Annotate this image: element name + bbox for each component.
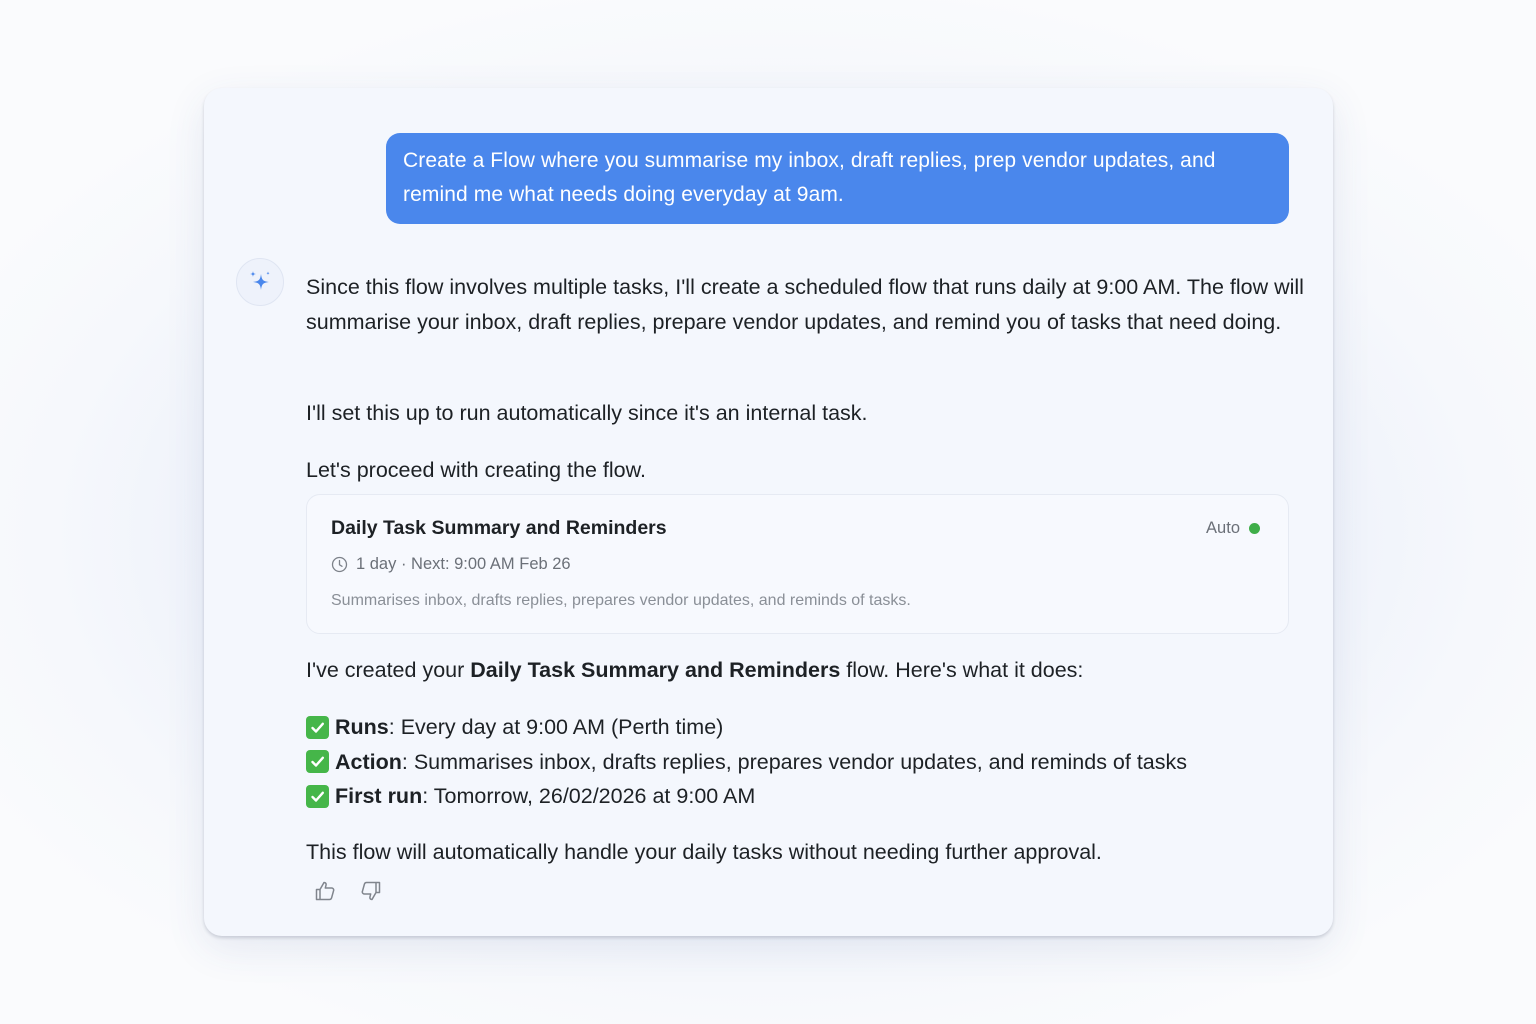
sparkles-icon bbox=[247, 269, 273, 295]
detail-text: : Tomorrow, 26/02/2026 at 9:00 AM bbox=[422, 784, 756, 808]
user-message-bubble: Create a Flow where you summarise my inbox, draft replies, prep vendor updates, and remind me what needs doing everyday at 9am. bbox=[386, 133, 1289, 224]
assistant-closing: This flow will automatically handle your daily tasks without needing further approval. bbox=[306, 840, 1102, 864]
check-mark-icon bbox=[306, 750, 329, 773]
status-dot-icon bbox=[1249, 523, 1260, 534]
list-item bbox=[306, 779, 1316, 814]
detail-label: Runs bbox=[335, 715, 389, 739]
assistant-paragraph: I'll set this up to run automatically since it's an internal task. bbox=[306, 401, 868, 425]
feedback-bar bbox=[312, 878, 384, 904]
check-mark-icon bbox=[306, 716, 329, 739]
flow-schedule-text: 1 day · Next: 9:00 AM Feb 26 bbox=[356, 555, 571, 573]
detail-label: First run bbox=[335, 784, 423, 808]
flow-title: Daily Task Summary and Reminders bbox=[331, 517, 667, 539]
flow-status-label: Auto bbox=[1206, 519, 1240, 537]
like-button[interactable] bbox=[312, 878, 338, 904]
flow-card[interactable] bbox=[306, 494, 1289, 634]
dislike-button[interactable] bbox=[358, 878, 384, 904]
clock-icon bbox=[331, 556, 348, 573]
list-item bbox=[306, 710, 1316, 745]
assistant-summary bbox=[306, 653, 1306, 688]
flow-details-list bbox=[306, 710, 1316, 814]
summary-suffix: flow. Here's what it does: bbox=[840, 658, 1084, 682]
detail-text: : Summarises inbox, drafts replies, prepares vendor updates, and reminds of tasks bbox=[401, 749, 1188, 774]
thumbs-down-icon bbox=[359, 879, 383, 903]
list-item bbox=[306, 745, 1316, 780]
flow-schedule bbox=[331, 555, 571, 574]
assistant-avatar bbox=[236, 258, 284, 306]
summary-flow-name: Daily Task Summary and Reminders bbox=[470, 658, 841, 682]
flow-description: Summarises inbox, drafts replies, prepares vendor updates, and reminds of tasks. bbox=[331, 592, 911, 609]
assistant-paragraph: Let's proceed with creating the flow. bbox=[306, 458, 646, 482]
thumbs-up-icon bbox=[313, 879, 337, 903]
detail-label: Action bbox=[335, 749, 402, 774]
detail-text: : Every day at 9:00 AM (Perth time) bbox=[388, 715, 724, 739]
flow-status bbox=[1206, 519, 1260, 538]
check-mark-icon bbox=[306, 785, 329, 808]
chat-card bbox=[204, 88, 1333, 936]
summary-prefix: I've created your bbox=[306, 658, 471, 682]
assistant-paragraph: Since this flow involves multiple tasks, I'll create a scheduled flow that runs daily at 9:00 AM. The flow will summarise your inbox, draft replies, prepare vendor updates, and remind you of tasks that need doing. bbox=[306, 275, 1304, 334]
